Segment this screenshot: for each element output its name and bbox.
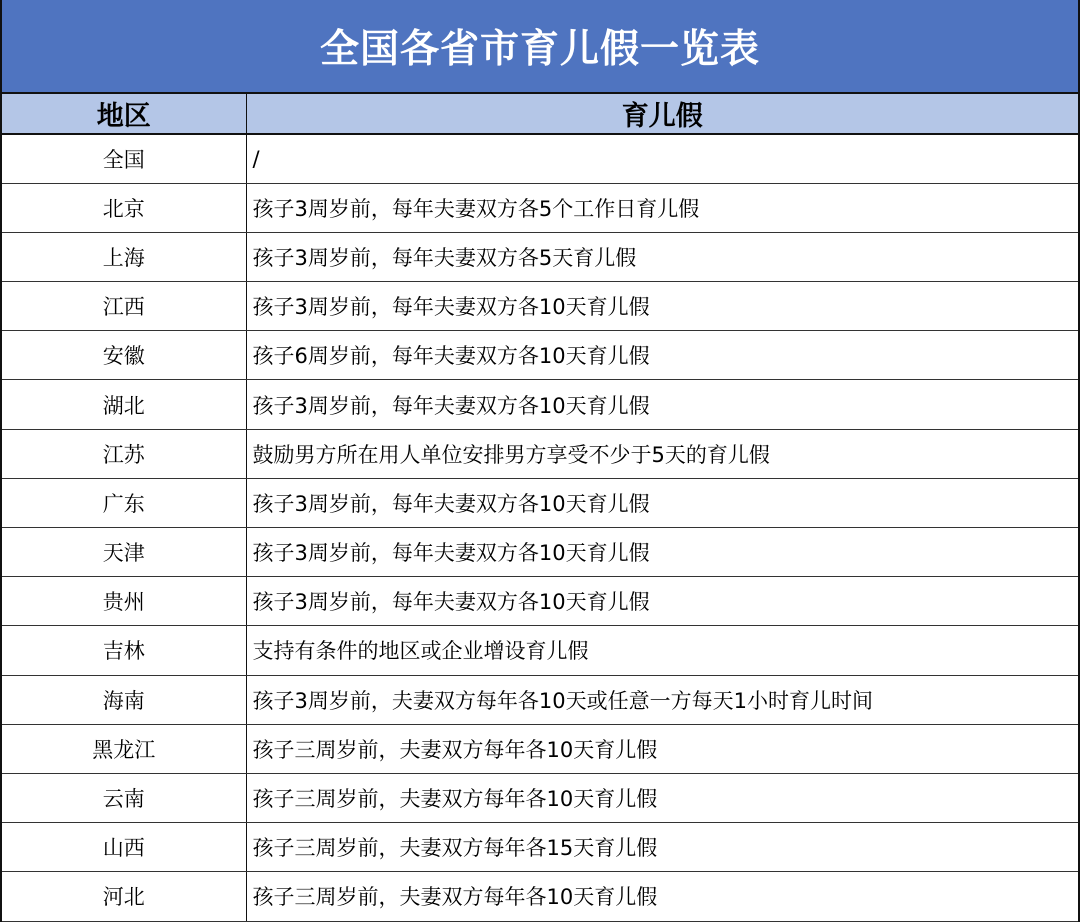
leave-table <box>2 94 1078 922</box>
region-cell: 河北 <box>2 872 246 921</box>
table-row <box>2 331 1078 380</box>
table-row <box>2 773 1078 822</box>
region-cell: 全国 <box>2 134 246 183</box>
policy-cell: 孩子3周岁前，每年夫妻双方各10天育儿假 <box>246 478 1078 527</box>
region-cell: 山西 <box>2 823 246 872</box>
policy-cell: 孩子三周岁前，夫妻双方每年各15天育儿假 <box>246 823 1078 872</box>
region-cell: 湖北 <box>2 380 246 429</box>
region-cell: 安徽 <box>2 331 246 380</box>
region-cell: 云南 <box>2 773 246 822</box>
region-cell: 天津 <box>2 528 246 577</box>
region-cell: 吉林 <box>2 626 246 675</box>
region-cell: 江苏 <box>2 429 246 478</box>
table-row <box>2 232 1078 281</box>
table-row <box>2 429 1078 478</box>
region-cell: 广东 <box>2 478 246 527</box>
region-cell: 黑龙江 <box>2 724 246 773</box>
table-row <box>2 872 1078 921</box>
policy-cell: 孩子三周岁前，夫妻双方每年各10天育儿假 <box>246 724 1078 773</box>
table-row <box>2 675 1078 724</box>
region-cell: 江西 <box>2 282 246 331</box>
region-cell: 贵州 <box>2 577 246 626</box>
policy-cell: 支持有条件的地区或企业增设育儿假 <box>246 626 1078 675</box>
region-cell: 北京 <box>2 183 246 232</box>
title-bar <box>2 0 1078 94</box>
table-row <box>2 282 1078 331</box>
table-header-row <box>2 94 1078 134</box>
policy-cell: 孩子3周岁前，每年夫妻双方各10天育儿假 <box>246 282 1078 331</box>
policy-column-header: 育儿假 <box>246 94 1078 134</box>
policy-cell: / <box>246 134 1078 183</box>
table-row <box>2 724 1078 773</box>
table-row <box>2 380 1078 429</box>
region-column-header: 地区 <box>2 94 246 134</box>
table-row <box>2 528 1078 577</box>
table-row <box>2 823 1078 872</box>
policy-cell: 孩子3周岁前，夫妻双方每年各10天或任意一方每天1小时育儿时间 <box>246 675 1078 724</box>
policy-cell: 鼓励男方所在用人单位安排男方享受不少于5天的育儿假 <box>246 429 1078 478</box>
table-row <box>2 478 1078 527</box>
table-row <box>2 183 1078 232</box>
policy-cell: 孩子3周岁前，每年夫妻双方各5个工作日育儿假 <box>246 183 1078 232</box>
policy-cell: 孩子3周岁前，每年夫妻双方各10天育儿假 <box>246 577 1078 626</box>
policy-cell: 孩子3周岁前，每年夫妻双方各10天育儿假 <box>246 528 1078 577</box>
region-cell: 上海 <box>2 232 246 281</box>
page-title: 全国各省市育儿假一览表 <box>319 27 760 72</box>
policy-cell: 孩子3周岁前，每年夫妻双方各5天育儿假 <box>246 232 1078 281</box>
policy-cell: 孩子3周岁前，每年夫妻双方各10天育儿假 <box>246 380 1078 429</box>
policy-cell: 孩子三周岁前，夫妻双方每年各10天育儿假 <box>246 773 1078 822</box>
table-row <box>2 134 1078 183</box>
table-row <box>2 626 1078 675</box>
region-cell: 海南 <box>2 675 246 724</box>
table-row <box>2 577 1078 626</box>
policy-cell: 孩子6周岁前，每年夫妻双方各10天育儿假 <box>246 331 1078 380</box>
policy-cell: 孩子三周岁前，夫妻双方每年各10天育儿假 <box>246 872 1078 921</box>
